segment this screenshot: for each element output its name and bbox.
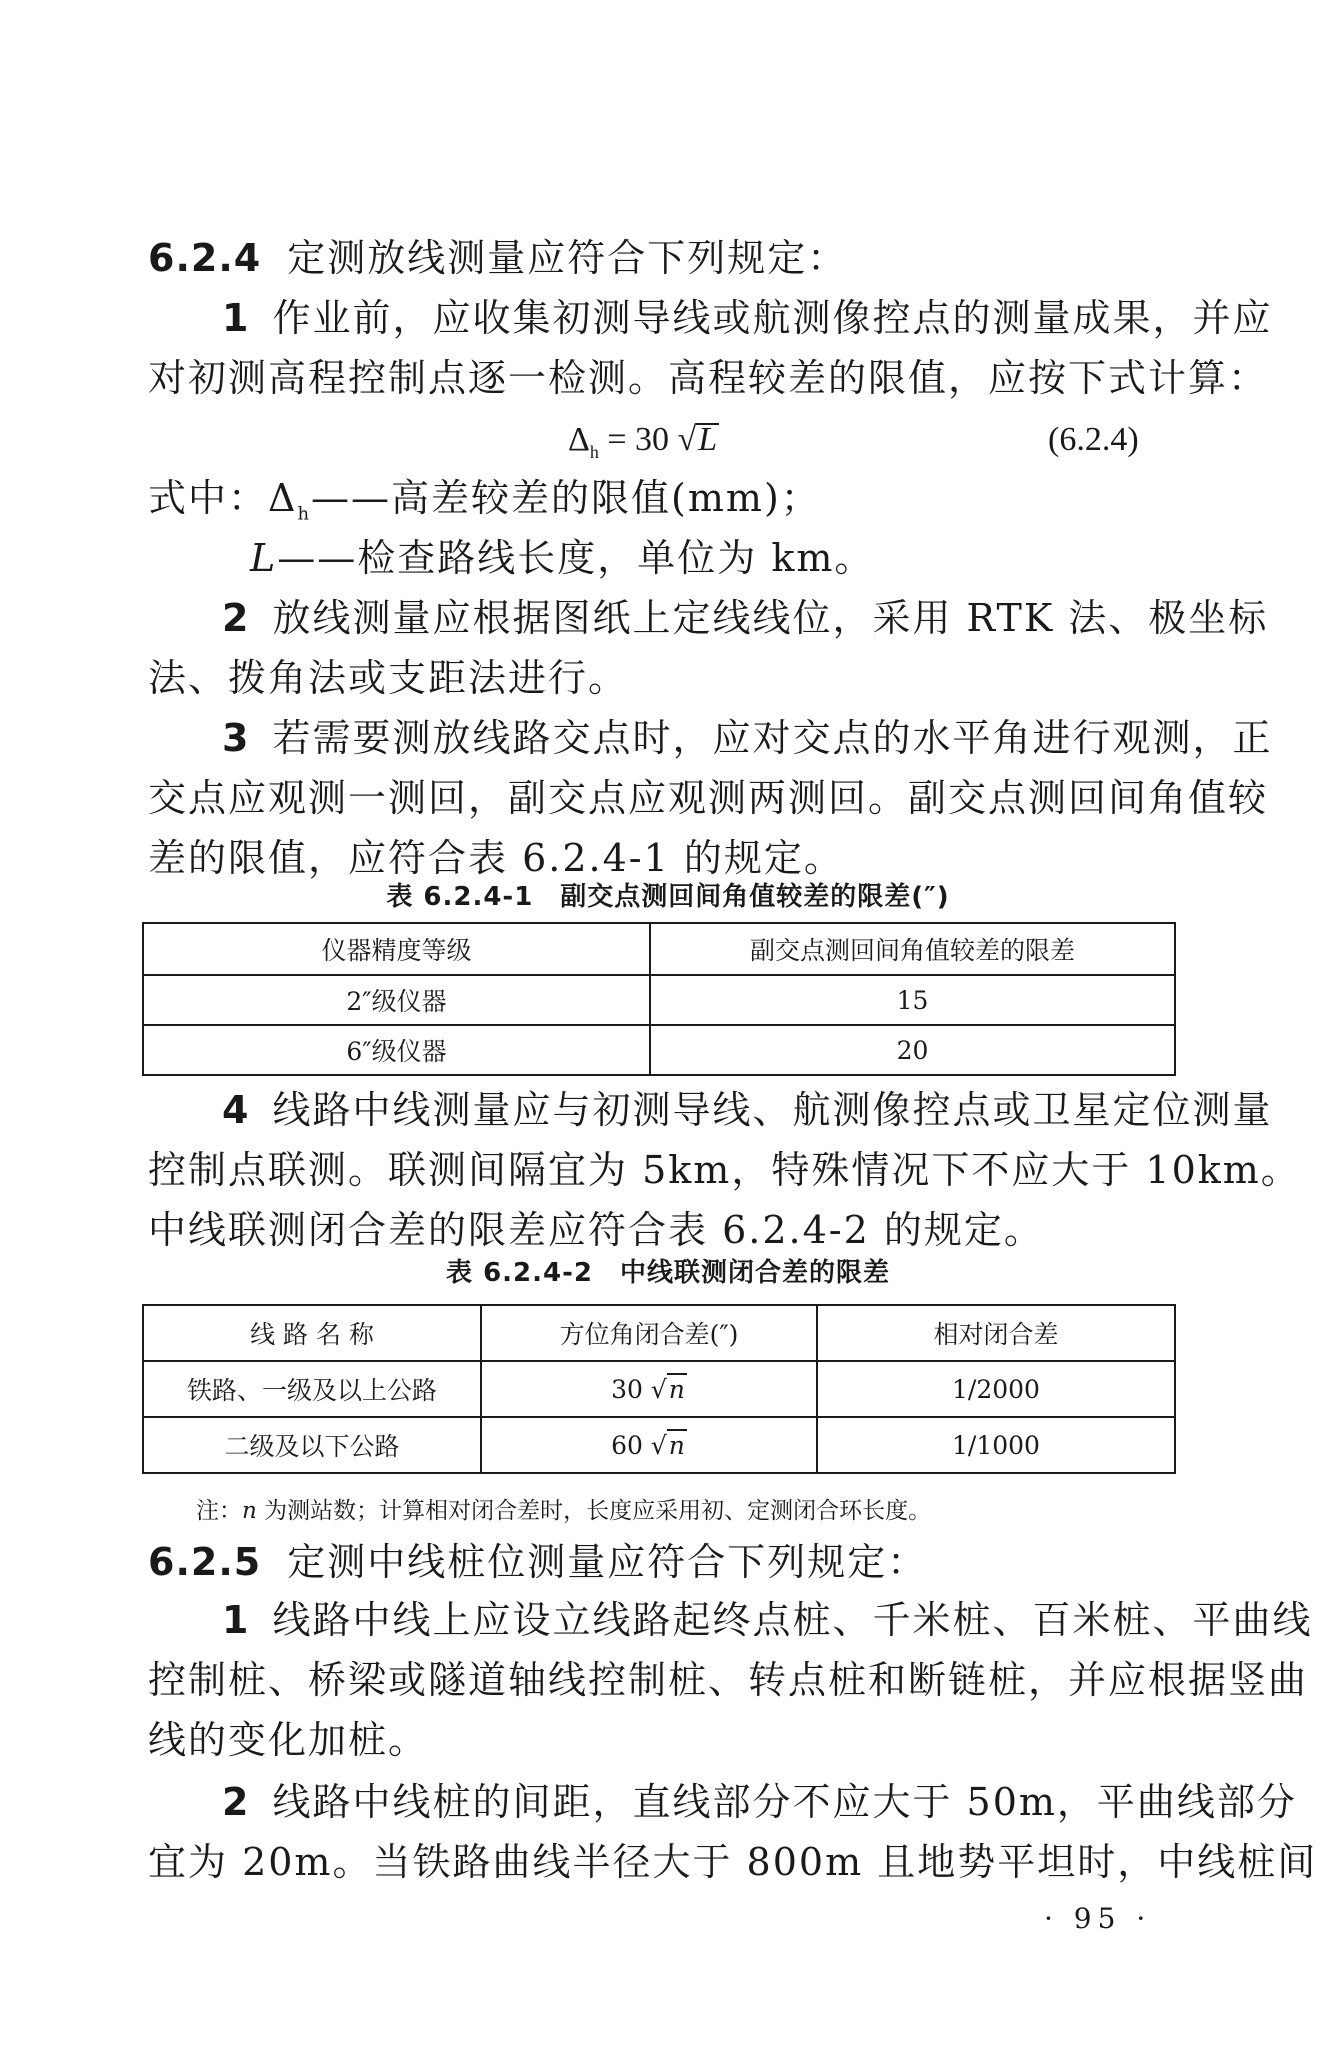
- legend-text: ——高差较差的限值(mm)；: [311, 476, 821, 520]
- sqrt-icon: √: [650, 1431, 667, 1460]
- table-1-caption: 表 6.2.4-1 副交点测回间角值较差的限差(″): [386, 882, 950, 912]
- formula-variable: L: [698, 421, 718, 458]
- item-1-line-1: [222, 296, 1272, 340]
- item-5-line-3: [148, 1718, 428, 1762]
- item-1-line-2: [148, 356, 1268, 400]
- formula-subscript: h: [589, 441, 599, 462]
- table-header-cell: 方位角闭合差(″): [481, 1305, 817, 1361]
- paragraph-text: 线路中线桩的间距，直线部分不应大于 50m，平曲线部分: [272, 1780, 1297, 1824]
- paragraph-text: 作业前，应收集初测导线或航测像控点的测量成果，并应: [272, 296, 1273, 340]
- formula-rhs: = 30: [598, 421, 678, 458]
- table-header-cell: 仪器精度等级: [143, 923, 650, 975]
- table-cell: 铁路、一级及以上公路: [143, 1361, 481, 1417]
- item-number: 2: [222, 596, 251, 640]
- paragraph-text: 差的限值，应符合表 6.2.4-1 的规定。: [148, 836, 844, 880]
- item-4-line-1: [222, 1088, 1272, 1132]
- item-4-line-3: [148, 1208, 1044, 1252]
- table-header-cell: 相对闭合差: [817, 1305, 1175, 1361]
- table-variable: n: [668, 1375, 685, 1404]
- table-row: [143, 1025, 1175, 1075]
- table-row: [143, 1361, 1175, 1417]
- item-3-line-1: [222, 716, 1272, 760]
- section-title: 定测中线桩位测量应符合下列规定：: [287, 1540, 928, 1584]
- item-number: 2: [222, 1780, 251, 1824]
- table-row: [143, 975, 1175, 1025]
- table-2-caption: 表 6.2.4-2 中线联测闭合差的限差: [446, 1258, 890, 1288]
- sqrt-icon: √: [677, 421, 697, 458]
- section-title: 定测放线测量应符合下列规定：: [287, 236, 848, 280]
- paragraph-text: 交点应观测一测回，副交点应观测两测回。副交点测回间角值较: [148, 776, 1269, 820]
- formula-number: (6.2.4): [1048, 421, 1139, 458]
- item-number: 1: [222, 1598, 251, 1642]
- item-number: 4: [222, 1088, 251, 1132]
- paragraph-text: 放线测量应根据图纸上定线线位，采用 RTK 法、极坐标: [272, 596, 1269, 640]
- paragraph-text: 线的变化加桩。: [148, 1718, 429, 1762]
- paragraph-text: 控制点联测。联测间隔宜为 5km，特殊情况下不应大于 10km。: [148, 1148, 1301, 1192]
- table-row: [143, 1417, 1175, 1473]
- item-4-line-2: [148, 1148, 1301, 1192]
- item-5-line-2: [148, 1658, 1308, 1702]
- paragraph-text: 法、拨角法或支距法进行。: [148, 656, 629, 700]
- table-cell: [481, 1417, 817, 1473]
- sqrt-icon: √: [650, 1375, 667, 1404]
- table-cell: 20: [650, 1025, 1175, 1075]
- table-cell: 6″级仪器: [143, 1025, 650, 1075]
- item-number: 3: [222, 716, 251, 760]
- coefficient: 60: [611, 1431, 643, 1460]
- paragraph-text: 控制桩、桥梁或隧道轴线控制桩、转点桩和断链桩，并应根据竖曲: [148, 1658, 1309, 1702]
- section-heading-6-2-4: [148, 236, 847, 280]
- item-2-line-2: [148, 656, 628, 700]
- legend-text: ——检查路线长度，单位为 km。: [277, 536, 875, 580]
- paragraph-text: 线路中线测量应与初测导线、航测像控点或卫星定位测量: [272, 1088, 1273, 1132]
- paragraph-text: 若需要测放线路交点时，应对交点的水平角进行观测，正: [272, 716, 1273, 760]
- item-5-line-1: [222, 1598, 1312, 1642]
- legend-prefix: 式中：Δ: [148, 476, 298, 520]
- table-cell: 1/2000: [817, 1361, 1175, 1417]
- coefficient: 30: [611, 1375, 643, 1404]
- formula-6-2-4: [568, 418, 719, 474]
- table-cell: 二级及以下公路: [143, 1417, 481, 1473]
- item-2-line-1: [222, 596, 1268, 640]
- legend-variable: L: [250, 536, 278, 580]
- legend-subscript: h: [297, 503, 312, 525]
- table-2: [142, 1304, 1176, 1474]
- item-6-line-2: [148, 1840, 1317, 1884]
- paragraph-text: 线路中线上应设立线路起终点桩、千米桩、百米桩、平曲线: [272, 1598, 1313, 1642]
- table-2-note: [196, 1496, 931, 1526]
- item-3-line-2: [148, 776, 1268, 820]
- note-variable: n: [242, 1498, 257, 1524]
- formula-symbol: Δ: [568, 421, 590, 458]
- section-number: 6.2.5: [148, 1540, 262, 1584]
- item-6-line-1: [222, 1780, 1297, 1824]
- table-cell: 15: [650, 975, 1175, 1025]
- section-heading-6-2-5: [148, 1540, 927, 1584]
- table-cell: 2″级仪器: [143, 975, 650, 1025]
- note-prefix: 注：: [196, 1498, 242, 1524]
- item-3-line-3: [148, 836, 844, 880]
- table-cell: 1/1000: [817, 1417, 1175, 1473]
- paragraph-text: 对初测高程控制点逐一检测。高程较差的限值，应按下式计算：: [148, 356, 1269, 400]
- paragraph-text: 宜为 20m。当铁路曲线半径大于 800m 且地势平坦时，中线桩间: [148, 1840, 1318, 1884]
- formula-legend-2: [250, 536, 874, 580]
- note-text: 为测站数；计算相对闭合差时，长度应采用初、定测闭合环长度。: [256, 1498, 932, 1524]
- page-number: · 95 ·: [1044, 1902, 1152, 1935]
- table-1: [142, 922, 1176, 1076]
- section-number: 6.2.4: [148, 236, 262, 280]
- table-header-row: [143, 1305, 1175, 1361]
- table-cell: [481, 1361, 817, 1417]
- table-header-cell: 线 路 名 称: [143, 1305, 481, 1361]
- table-variable: n: [668, 1431, 685, 1460]
- table-header-cell: 副交点测回间角值较差的限差: [650, 923, 1175, 975]
- formula-legend-1: [148, 476, 821, 537]
- item-number: 1: [222, 296, 251, 340]
- paragraph-text: 中线联测闭合差的限差应符合表 6.2.4-2 的规定。: [148, 1208, 1044, 1252]
- table-header-row: [143, 923, 1175, 975]
